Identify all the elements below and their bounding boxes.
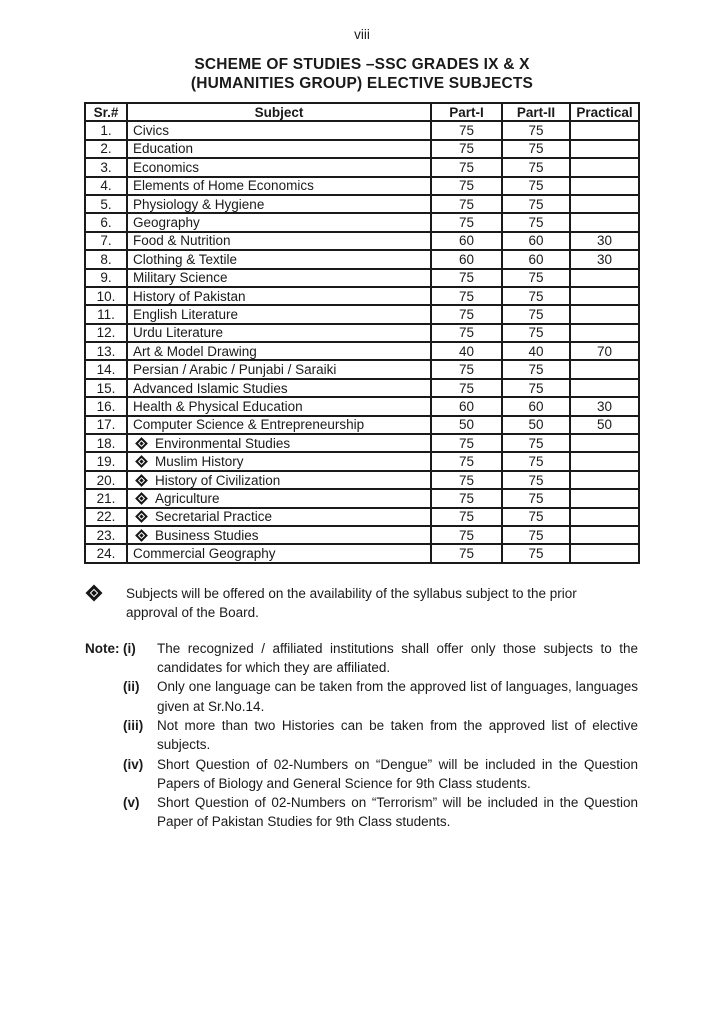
- cell-sr: 9.: [85, 269, 127, 287]
- table-row: [85, 121, 639, 139]
- note-text: Short Question of 02-Numbers on “Terrorism” will be included in the Question Paper of Pakistan Studies for 9th Class students.: [157, 795, 638, 830]
- cell-part1: 75: [431, 379, 502, 397]
- cell-subject: [127, 232, 431, 250]
- subject-label: Health & Physical Education: [133, 398, 303, 414]
- subject-label: Economics: [133, 159, 200, 175]
- cell-part2: 60: [502, 397, 570, 415]
- subject-label: Physiology & Hygiene: [133, 196, 265, 212]
- table-row: [85, 195, 639, 213]
- cell-part2: 75: [502, 379, 570, 397]
- cell-part1: 75: [431, 452, 502, 470]
- cell-part2: 75: [502, 452, 570, 470]
- header-subject: Subject: [127, 103, 431, 121]
- diamond-footnote: [88, 584, 724, 622]
- table-row: [85, 305, 639, 323]
- note-number: (ii): [123, 679, 140, 695]
- table-row: [85, 232, 639, 250]
- table-row: [85, 213, 639, 231]
- cell-part2: 60: [502, 250, 570, 268]
- cell-part2: 40: [502, 342, 570, 360]
- cell-subject: [127, 452, 431, 470]
- cell-sr: 15.: [85, 379, 127, 397]
- subject-label: Clothing & Textile: [133, 251, 238, 267]
- cell-subject: [127, 508, 431, 526]
- cell-sr: 5.: [85, 195, 127, 213]
- title-line-2: (HUMANITIES GROUP) ELECTIVE SUBJECTS: [190, 75, 534, 92]
- cell-part2: 75: [502, 489, 570, 507]
- cell-subject: [127, 140, 431, 158]
- cell-sr: 8.: [85, 250, 127, 268]
- subject-label: Commercial Geography: [133, 546, 276, 562]
- cell-part1: 75: [431, 121, 502, 139]
- cell-practical: [570, 213, 639, 231]
- cell-practical: [570, 195, 639, 213]
- cell-practical: [570, 177, 639, 195]
- cell-part1: 75: [431, 269, 502, 287]
- note-section-label: [85, 677, 123, 716]
- cell-sr: 6.: [85, 213, 127, 231]
- cell-practical: [570, 269, 639, 287]
- cell-part2: 75: [502, 526, 570, 544]
- diamond-icon: [135, 437, 148, 450]
- cell-sr: 22.: [85, 508, 127, 526]
- cell-part2: 75: [502, 177, 570, 195]
- subjects-table: [84, 102, 640, 564]
- diamond-icon: [135, 474, 148, 487]
- cell-sr: 7.: [85, 232, 127, 250]
- cell-part2: 75: [502, 434, 570, 452]
- cell-subject: [127, 305, 431, 323]
- header-practical: Practical: [570, 103, 639, 121]
- cell-part2: 75: [502, 213, 570, 231]
- cell-sr: 23.: [85, 526, 127, 544]
- subject-label: Art & Model Drawing: [133, 343, 257, 359]
- table-row: [85, 471, 639, 489]
- cell-sr: 24.: [85, 544, 127, 562]
- cell-part2: 75: [502, 121, 570, 139]
- cell-part1: 75: [431, 213, 502, 231]
- cell-sr: 10.: [85, 287, 127, 305]
- cell-part2: 60: [502, 232, 570, 250]
- subject-label: Persian / Arabic / Punjabi / Saraiki: [133, 362, 337, 378]
- subject-label: Civics: [133, 123, 169, 139]
- table-row: [85, 324, 639, 342]
- cell-part1: 75: [431, 508, 502, 526]
- title-line-1: SCHEME OF STUDIES –SSC GRADES IX & X: [194, 56, 530, 73]
- cell-part2: 75: [502, 140, 570, 158]
- note-section-label: [85, 716, 123, 755]
- subject-label: Secretarial Practice: [155, 509, 273, 525]
- note-number: (i): [123, 640, 136, 656]
- cell-part1: 75: [431, 305, 502, 323]
- subject-label: Business Studies: [155, 527, 259, 543]
- cell-subject: [127, 379, 431, 397]
- subject-label: Geography: [133, 215, 200, 231]
- diamond-icon: [135, 510, 148, 523]
- cell-subject: [127, 434, 431, 452]
- table-row: [85, 508, 639, 526]
- cell-subject: [127, 287, 431, 305]
- note-item: [85, 755, 724, 794]
- cell-sr: 20.: [85, 471, 127, 489]
- table-row: [85, 158, 639, 176]
- cell-part1: 75: [431, 287, 502, 305]
- cell-part1: 60: [431, 232, 502, 250]
- cell-subject: [127, 471, 431, 489]
- cell-practical: [570, 508, 639, 526]
- note-number: (iii): [123, 717, 144, 733]
- cell-subject: [127, 250, 431, 268]
- cell-part2: 75: [502, 195, 570, 213]
- cell-practical: 30: [570, 232, 639, 250]
- cell-part1: 75: [431, 360, 502, 378]
- table-row: [85, 250, 639, 268]
- notes-section: [85, 639, 724, 832]
- table-row: [85, 489, 639, 507]
- subject-label: Food & Nutrition: [133, 233, 231, 249]
- cell-practical: 70: [570, 342, 639, 360]
- cell-part2: 75: [502, 287, 570, 305]
- table-row: [85, 416, 639, 434]
- table-header-row: [85, 103, 639, 121]
- cell-practical: [570, 140, 639, 158]
- note-text: The recognized / affiliated institutions shall offer only those subjects to the candidates for which they are affiliated.: [157, 640, 638, 676]
- cell-part1: 60: [431, 250, 502, 268]
- cell-part1: 75: [431, 177, 502, 195]
- diamond-icon: [135, 529, 148, 542]
- document-title: [0, 55, 724, 93]
- cell-practical: [570, 544, 639, 562]
- cell-practical: [570, 287, 639, 305]
- header-part1: Part-I: [431, 103, 502, 121]
- cell-part2: 75: [502, 360, 570, 378]
- subject-label: Computer Science & Entrepreneurship: [133, 417, 365, 433]
- cell-subject: [127, 324, 431, 342]
- table-row: [85, 342, 639, 360]
- cell-part1: 75: [431, 489, 502, 507]
- table-row: [85, 452, 639, 470]
- cell-sr: 11.: [85, 305, 127, 323]
- subject-label: Military Science: [133, 270, 228, 286]
- cell-part1: 75: [431, 544, 502, 562]
- subject-label: Advanced Islamic Studies: [133, 380, 288, 396]
- cell-sr: 16.: [85, 397, 127, 415]
- table-row: [85, 379, 639, 397]
- cell-sr: 1.: [85, 121, 127, 139]
- subject-label: Environmental Studies: [155, 435, 291, 451]
- cell-part2: 75: [502, 508, 570, 526]
- note-section-label: [85, 755, 123, 794]
- cell-practical: [570, 379, 639, 397]
- cell-part1: 75: [431, 158, 502, 176]
- table-row: [85, 177, 639, 195]
- cell-part1: 75: [431, 471, 502, 489]
- cell-practical: [570, 360, 639, 378]
- note-number: (iv): [123, 756, 144, 772]
- cell-part1: 75: [431, 140, 502, 158]
- note-section-label: Note:: [85, 640, 120, 656]
- cell-practical: 30: [570, 250, 639, 268]
- cell-sr: 17.: [85, 416, 127, 434]
- subject-label: English Literature: [133, 306, 239, 322]
- cell-sr: 2.: [85, 140, 127, 158]
- note-item: [85, 639, 724, 678]
- diamond-icon: [135, 492, 148, 505]
- cell-sr: 18.: [85, 434, 127, 452]
- table-row: [85, 526, 639, 544]
- note-item: [85, 677, 724, 716]
- note-section-label: [85, 793, 123, 832]
- note-text: Not more than two Histories can be taken from the approved list of elective subjects.: [157, 717, 638, 753]
- cell-part2: 75: [502, 544, 570, 562]
- cell-subject: [127, 544, 431, 562]
- cell-practical: [570, 305, 639, 323]
- cell-part2: 75: [502, 324, 570, 342]
- cell-subject: [127, 213, 431, 231]
- cell-practical: [570, 434, 639, 452]
- notes-list: [85, 639, 724, 832]
- header-sr: Sr.#: [85, 103, 127, 121]
- diamond-icon: [135, 455, 148, 468]
- table-row: [85, 397, 639, 415]
- cell-part2: 75: [502, 158, 570, 176]
- cell-part1: 75: [431, 526, 502, 544]
- cell-part2: 50: [502, 416, 570, 434]
- cell-practical: [570, 526, 639, 544]
- cell-part1: 75: [431, 195, 502, 213]
- cell-part2: 75: [502, 471, 570, 489]
- subject-label: Muslim History: [155, 454, 244, 470]
- cell-sr: 19.: [85, 452, 127, 470]
- table-row: [85, 434, 639, 452]
- note-item: [85, 716, 724, 755]
- cell-part1: 50: [431, 416, 502, 434]
- cell-part1: 75: [431, 324, 502, 342]
- cell-sr: 3.: [85, 158, 127, 176]
- cell-practical: 30: [570, 397, 639, 415]
- subjects-table-body: [85, 121, 639, 562]
- cell-subject: [127, 195, 431, 213]
- cell-practical: [570, 158, 639, 176]
- cell-subject: [127, 158, 431, 176]
- cell-sr: 4.: [85, 177, 127, 195]
- cell-practical: [570, 324, 639, 342]
- cell-subject: [127, 269, 431, 287]
- cell-sr: 12.: [85, 324, 127, 342]
- subject-label: History of Pakistan: [133, 288, 246, 304]
- table-row: [85, 544, 639, 562]
- subject-label: Agriculture: [155, 490, 220, 506]
- header-part2: Part-II: [502, 103, 570, 121]
- cell-practical: [570, 471, 639, 489]
- cell-part1: 60: [431, 397, 502, 415]
- table-row: [85, 360, 639, 378]
- cell-subject: [127, 342, 431, 360]
- table-row: [85, 287, 639, 305]
- cell-subject: [127, 397, 431, 415]
- note-text: Short Question of 02-Numbers on “Dengue” will be included in the Question Papers of Biology and General Science for 9th Class students.: [157, 756, 638, 791]
- cell-practical: [570, 121, 639, 139]
- cell-subject: [127, 121, 431, 139]
- page-number: viii: [354, 27, 370, 42]
- cell-subject: [127, 489, 431, 507]
- table-row: [85, 269, 639, 287]
- cell-subject: [127, 416, 431, 434]
- cell-part1: 75: [431, 434, 502, 452]
- cell-practical: [570, 489, 639, 507]
- cell-sr: 14.: [85, 360, 127, 378]
- subject-label: History of Civilization: [155, 472, 281, 488]
- subject-label: Education: [133, 141, 194, 157]
- note-text: Only one language can be taken from the approved list of languages, languages given at Sr.No.14.: [157, 679, 638, 714]
- table-row: [85, 140, 639, 158]
- cell-subject: [127, 526, 431, 544]
- cell-practical: [570, 452, 639, 470]
- cell-subject: [127, 177, 431, 195]
- diamond-icon: [86, 584, 103, 601]
- footnote-text: Subjects will be offered on the availability of the syllabus subject to the prior approval of the Board.: [126, 585, 577, 620]
- cell-part2: 75: [502, 269, 570, 287]
- cell-sr: 21.: [85, 489, 127, 507]
- cell-sr: 13.: [85, 342, 127, 360]
- subject-label: Urdu Literature: [133, 325, 224, 341]
- note-item: [85, 793, 724, 832]
- cell-practical: 50: [570, 416, 639, 434]
- cell-subject: [127, 360, 431, 378]
- subject-label: Elements of Home Economics: [133, 178, 314, 194]
- note-number: (v): [123, 795, 140, 811]
- cell-part1: 40: [431, 342, 502, 360]
- cell-part2: 75: [502, 305, 570, 323]
